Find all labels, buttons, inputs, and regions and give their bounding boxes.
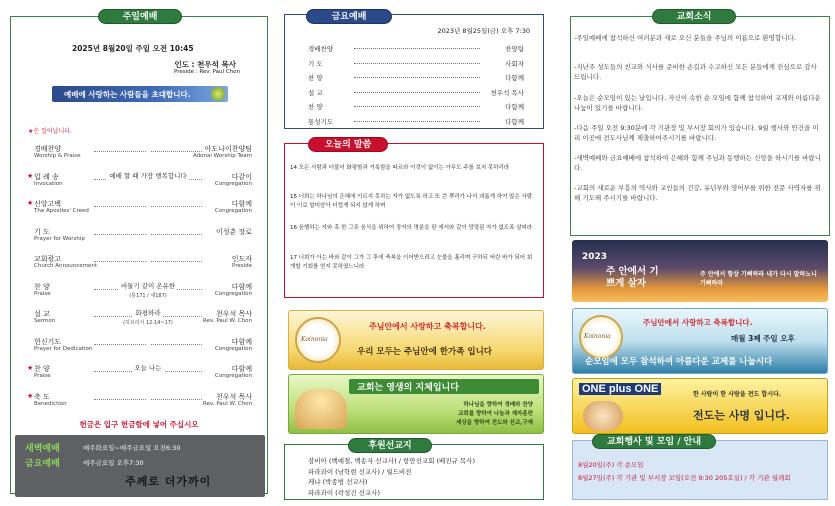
order-item-leader: 인도자 — [231, 255, 252, 263]
koinonia-logo-icon — [579, 315, 623, 359]
sunday-preside-ko: 인도 : 천우석 목사 — [174, 60, 236, 69]
hands-icon — [295, 389, 347, 429]
mission-item: 케냐 (박종범 선교사) — [308, 478, 368, 486]
standing-star-icon: ★ — [27, 171, 34, 180]
friday-panel — [282, 8, 544, 500]
order-item-leader: 다함께 — [231, 282, 252, 291]
friday-text: 매주금요일 오후7:30 — [83, 459, 144, 467]
friday-item-dots — [354, 121, 480, 122]
order-item-dots — [94, 282, 202, 290]
order-item-leader-en: Rev. Paul W. Chon — [203, 318, 252, 324]
friday-order-row — [308, 117, 524, 131]
order-item-en: The Apostles' Creed — [34, 208, 89, 214]
friday-item-dots — [354, 92, 480, 93]
standing-star-icon: ★ — [27, 364, 34, 372]
friday-item-name: 설 교 — [308, 88, 323, 97]
order-item-leader-en: Congregation — [214, 180, 252, 187]
order-item-dots — [94, 254, 202, 262]
worship-order-row — [34, 144, 252, 164]
friday-item-leader: 천우석 목사 — [490, 88, 524, 97]
worship-order-row — [34, 254, 252, 274]
order-item-title — [146, 254, 150, 262]
order-item-title — [146, 392, 150, 400]
events-list — [578, 459, 791, 485]
friday-item-leader: 다함께 — [505, 117, 524, 126]
order-item-en: Church Announcement — [34, 263, 98, 269]
standing-star-icon: ★ — [27, 391, 34, 400]
notice-1: -주일예배에 참석하신 여러분과 새로 오신 분들을 주님의 이름으로 환영합니다. — [574, 34, 796, 42]
verse-14: 14 모든 사람과 더불어 화평함과 거룩함을 따르라 이것이 없이는 아무도 주를 보지 못하리라 — [290, 165, 510, 171]
koinonia-banner — [288, 310, 544, 370]
standing-star-icon: ★ — [27, 199, 34, 207]
evangelism-main: 전도는 사명 입니다. — [693, 409, 790, 422]
worship-order-row — [27, 171, 252, 192]
order-item-ko: 설 교 — [34, 310, 50, 318]
people-icon — [583, 401, 623, 431]
missions-title-pill: 후원선교지 — [348, 438, 432, 453]
body-line-3: 세상을 향하여 전도와 선교,구제 — [456, 420, 533, 426]
worship-order-row — [34, 282, 252, 302]
evangelism-banner — [572, 378, 828, 434]
standing-note: ★은 일어납니다. — [28, 128, 72, 135]
notice-6: -교회의 새로운 부흥의 역사와 교인들의 건강, 유년부와 영어부를 위한 전문 사역자를 위해 기도해 주시기를 바랍니다. — [574, 184, 821, 202]
friday-item-dots — [354, 48, 480, 49]
worship-order-row — [27, 199, 252, 219]
one-plus-one-title: ONE plus ONE — [579, 383, 661, 395]
order-item-dots — [94, 144, 202, 152]
cell-line3: 순모임에 모두 참석하여 아름다운 교제를 나눕시다 — [585, 357, 773, 367]
sunday-worship-panel — [10, 8, 268, 500]
order-item-leader-en: Preside — [231, 263, 252, 269]
sunday-date: 2025년 8월20일 주일 오전 10:45 — [72, 44, 194, 53]
order-item-ko: 입 례 송 — [34, 172, 59, 181]
flower-icon — [211, 87, 225, 101]
koinonia-line2: 우리 모두는 주님안에 한가족 입니다 — [357, 347, 493, 357]
order-item-leader-en: Congregation — [214, 290, 252, 297]
order-item-title — [146, 227, 150, 235]
sunday-title-pill: 주일예배 — [98, 9, 182, 24]
worship-order-row — [27, 364, 252, 384]
order-item-title: 예배 할 때 가장 행복합니다 — [109, 171, 187, 180]
dawn-label: 새벽예배 — [25, 444, 60, 454]
order-item-title: 오늘 나는 — [134, 364, 162, 372]
welcome-banner — [52, 86, 228, 102]
order-item-leader: 다함께 — [231, 365, 252, 373]
cell-line2: 매월 3째 주일 오후 — [731, 334, 795, 343]
order-item-sub: (통171 / 새187) — [129, 292, 167, 299]
friday-order-row — [308, 59, 524, 73]
order-item-ko: 교회광고 — [34, 255, 62, 263]
verse-16: 16 음행하는 자와 혹 한 그릇 음식을 위하여 장자의 명분을 판 에서와 같이 망령된 자가 없도록 살피라 — [290, 225, 533, 231]
mission-item: 잠비아 (백예철, 백송자 선교사) / 항만선교회 (배진규 목사) — [308, 457, 476, 465]
order-item-en: Sermon — [34, 318, 56, 324]
year-label: 2023 — [582, 252, 608, 262]
dawn-worship-box — [15, 435, 265, 497]
order-item-dots — [94, 337, 202, 345]
friday-item-leader: 찬양팀 — [505, 45, 524, 53]
verse-15: 15 너희는 하나님의 은혜에 이르지 못하는 자가 없도록 하고 또 쓴 뿌리가 나서 괴롭게 하여 많은 사람이 이로 말미암아 더럽게 되지 않게 하며 — [290, 194, 533, 209]
worship-order-row — [34, 227, 252, 247]
order-item-ko: 기 도 — [34, 227, 50, 236]
verse-title-pill: 오늘의 말씀 — [308, 137, 388, 152]
year-theme-banner — [572, 240, 828, 302]
order-item-title: 비둘기 같이 온유한 — [120, 281, 176, 290]
body-line-1: 하나님을 향하여 경배와 찬양 — [463, 402, 533, 408]
order-item-ko: 찬 양 — [34, 365, 50, 373]
order-item-en: Prayer for Worship — [34, 235, 85, 242]
dawn-slogan: 주께로 더가까이 — [125, 475, 212, 488]
friday-item-name: 찬 양 — [308, 74, 323, 82]
notice-4: -다음 주일 오전 9:30분에 각 기관장 및 부서장 회의가 있습니다. 9월 행사와 안건을 미리 이곳에 전도사님께 제출하여주시기를 바랍니다. — [574, 124, 819, 142]
body-title: 교회는 영생의 지체입니다 — [357, 383, 459, 393]
order-item-ko: 헌신기도 — [34, 337, 62, 346]
missions-list — [308, 456, 475, 498]
cell-group-banner — [572, 308, 828, 374]
order-item-leader: 다함께 — [231, 200, 252, 208]
body-line-2: 교회를 향하여 나눔과 제자훈련 — [458, 411, 533, 417]
order-item-leader: 다같이 — [231, 172, 252, 181]
mission-item: 파라과이 (곽성건 선교사) — [308, 488, 380, 497]
friday-order-list — [308, 44, 524, 128]
order-item-dots — [94, 172, 202, 180]
year-verse: 주 안에서 항상 기뻐하라 내가 다시 말하노니 기뻐하라 — [700, 271, 817, 287]
evangelism-side: 한 사람이 한 사람을 전도 합시다. — [693, 391, 782, 398]
order-item-leader-en: Rev. Paul W. Chon — [203, 400, 252, 407]
order-item-leader: 이성춘 장로 — [215, 227, 252, 236]
order-item-en: Invocation — [34, 180, 63, 187]
order-item-sub: (히브리서 12:14~17) — [123, 320, 173, 326]
order-item-dots — [94, 199, 202, 207]
order-item-dots — [94, 364, 202, 372]
friday-order-row — [308, 73, 524, 87]
friday-order-row — [308, 102, 524, 116]
order-item-ko: 경배찬양 — [34, 145, 62, 153]
order-item-title — [146, 199, 150, 207]
order-item-title: 화평하라 — [135, 309, 161, 317]
worship-order-row — [34, 309, 252, 329]
events-title-pill: 교회행사 및 모임 / 안내 — [592, 434, 716, 449]
order-item-en: Worship & Praise — [34, 153, 81, 159]
order-item-title — [146, 144, 150, 152]
dawn-text: 매주화요일~매주금요일 오전6:30 — [83, 444, 181, 452]
mission-item: 파라과이 (남학현 선교사) / 월드비전 — [308, 467, 412, 476]
order-item-en: Praise — [34, 290, 51, 297]
order-item-ko: 축 도 — [34, 392, 50, 401]
koinonia-logo-text: Koinonia — [584, 333, 611, 340]
news-title-pill: 교회소식 — [652, 9, 736, 24]
notice-2: -지난주 성도들의 친교와 식사를 준비한 손길과 수고하신 모든 분들에게 진심으로 감사드립니다. — [574, 63, 817, 81]
worship-order-row — [34, 337, 252, 357]
order-item-dots — [94, 392, 202, 400]
friday-item-name: 경배찬양 — [308, 45, 334, 53]
worship-order-row — [27, 391, 252, 412]
church-news-panel — [568, 8, 830, 500]
koinonia-logo-text: Koinonia — [301, 336, 328, 343]
friday-item-leader: 다함께 — [505, 74, 524, 82]
friday-item-name: 통성기도 — [308, 117, 334, 126]
koinonia-logo-icon — [295, 317, 341, 363]
order-item-title — [146, 337, 150, 345]
friday-item-name: 기 도 — [308, 59, 323, 68]
order-item-ko: 신앙고백 — [34, 200, 62, 208]
notice-3: -오늘은 순모임이 있는 날입니다. 자신이 속한 순 모임에 함께 참석하여 교제와 아름다운 나눔이 있기를 바랍니다. — [574, 94, 821, 112]
friday-item-dots — [354, 63, 480, 64]
cell-line1: 주님안에서 사랑하고 축복합니다. — [643, 318, 753, 327]
worship-order-list — [27, 144, 252, 424]
friday-order-row — [308, 88, 524, 102]
event-item: 8월27일(주) 각 기관 및 부서장 모임(오전 9:30 205호실) / 각 기관 월례회 — [578, 474, 791, 482]
koinonia-line1: 주님안에서 사랑하고 축복합니다. — [369, 322, 486, 331]
event-item: 8월20일(주) 각 순모임 — [578, 461, 644, 469]
friday-label: 금요예배 — [25, 459, 60, 469]
order-item-en: Praise — [34, 373, 51, 379]
welcome-banner-text: 예배에 사랑하는 사람들을 초대합니다. — [64, 90, 191, 99]
order-item-leader: 아도나이찬양팀 — [204, 145, 252, 153]
friday-item-name: 찬 양 — [308, 103, 323, 111]
order-item-dots — [94, 227, 202, 235]
order-item-dots — [94, 309, 202, 317]
order-item-leader: 천우석 목사 — [215, 310, 252, 318]
body-title-bar — [349, 379, 539, 394]
order-item-leader-en: Congregation — [214, 208, 252, 214]
friday-item-dots — [354, 77, 480, 78]
friday-item-leader: 사회자 — [505, 59, 524, 68]
notice-5: -새벽예배와 금요예배에 참석하여 은혜와 함께 주님과 동행하는 신앙을 하시기를 바랍니다. — [574, 154, 821, 172]
order-item-ko: 찬 양 — [34, 282, 50, 291]
order-item-en: Benediction — [34, 400, 67, 407]
verse-17: 17 너희가 아는 바와 같이 그가 그 후에 축복을 이어받으려고 눈물을 흘리며 구하되 버린 바가 되어 회개할 기회를 얻지 못하였느니라 — [290, 255, 533, 270]
order-item-leader-en: Congregation — [214, 373, 252, 379]
order-item-leader-en: Congregation — [214, 345, 252, 352]
body-of-christ-banner — [288, 374, 544, 434]
friday-title-pill: 금요예배 — [306, 9, 392, 24]
sunday-preside-en: Preside : Rev. Paul Chon — [173, 69, 240, 75]
offering-note: 헌금은 입구 헌금함에 넣어 주십시오 — [79, 420, 199, 429]
friday-item-dots — [354, 106, 480, 107]
friday-item-leader: 다함께 — [505, 103, 524, 111]
order-item-leader: 다함께 — [231, 337, 252, 346]
order-item-leader-en: Adonai Worship Team — [192, 153, 252, 159]
year-theme: 주 안에서 기쁘게 살자 — [606, 266, 659, 289]
order-item-en: Prayer for Dedication — [34, 345, 93, 352]
order-item-leader: 천우석 목사 — [215, 392, 252, 401]
friday-order-row — [308, 44, 524, 58]
friday-date: 2023년 8월25일(금) 오후 7:30 — [437, 27, 530, 35]
